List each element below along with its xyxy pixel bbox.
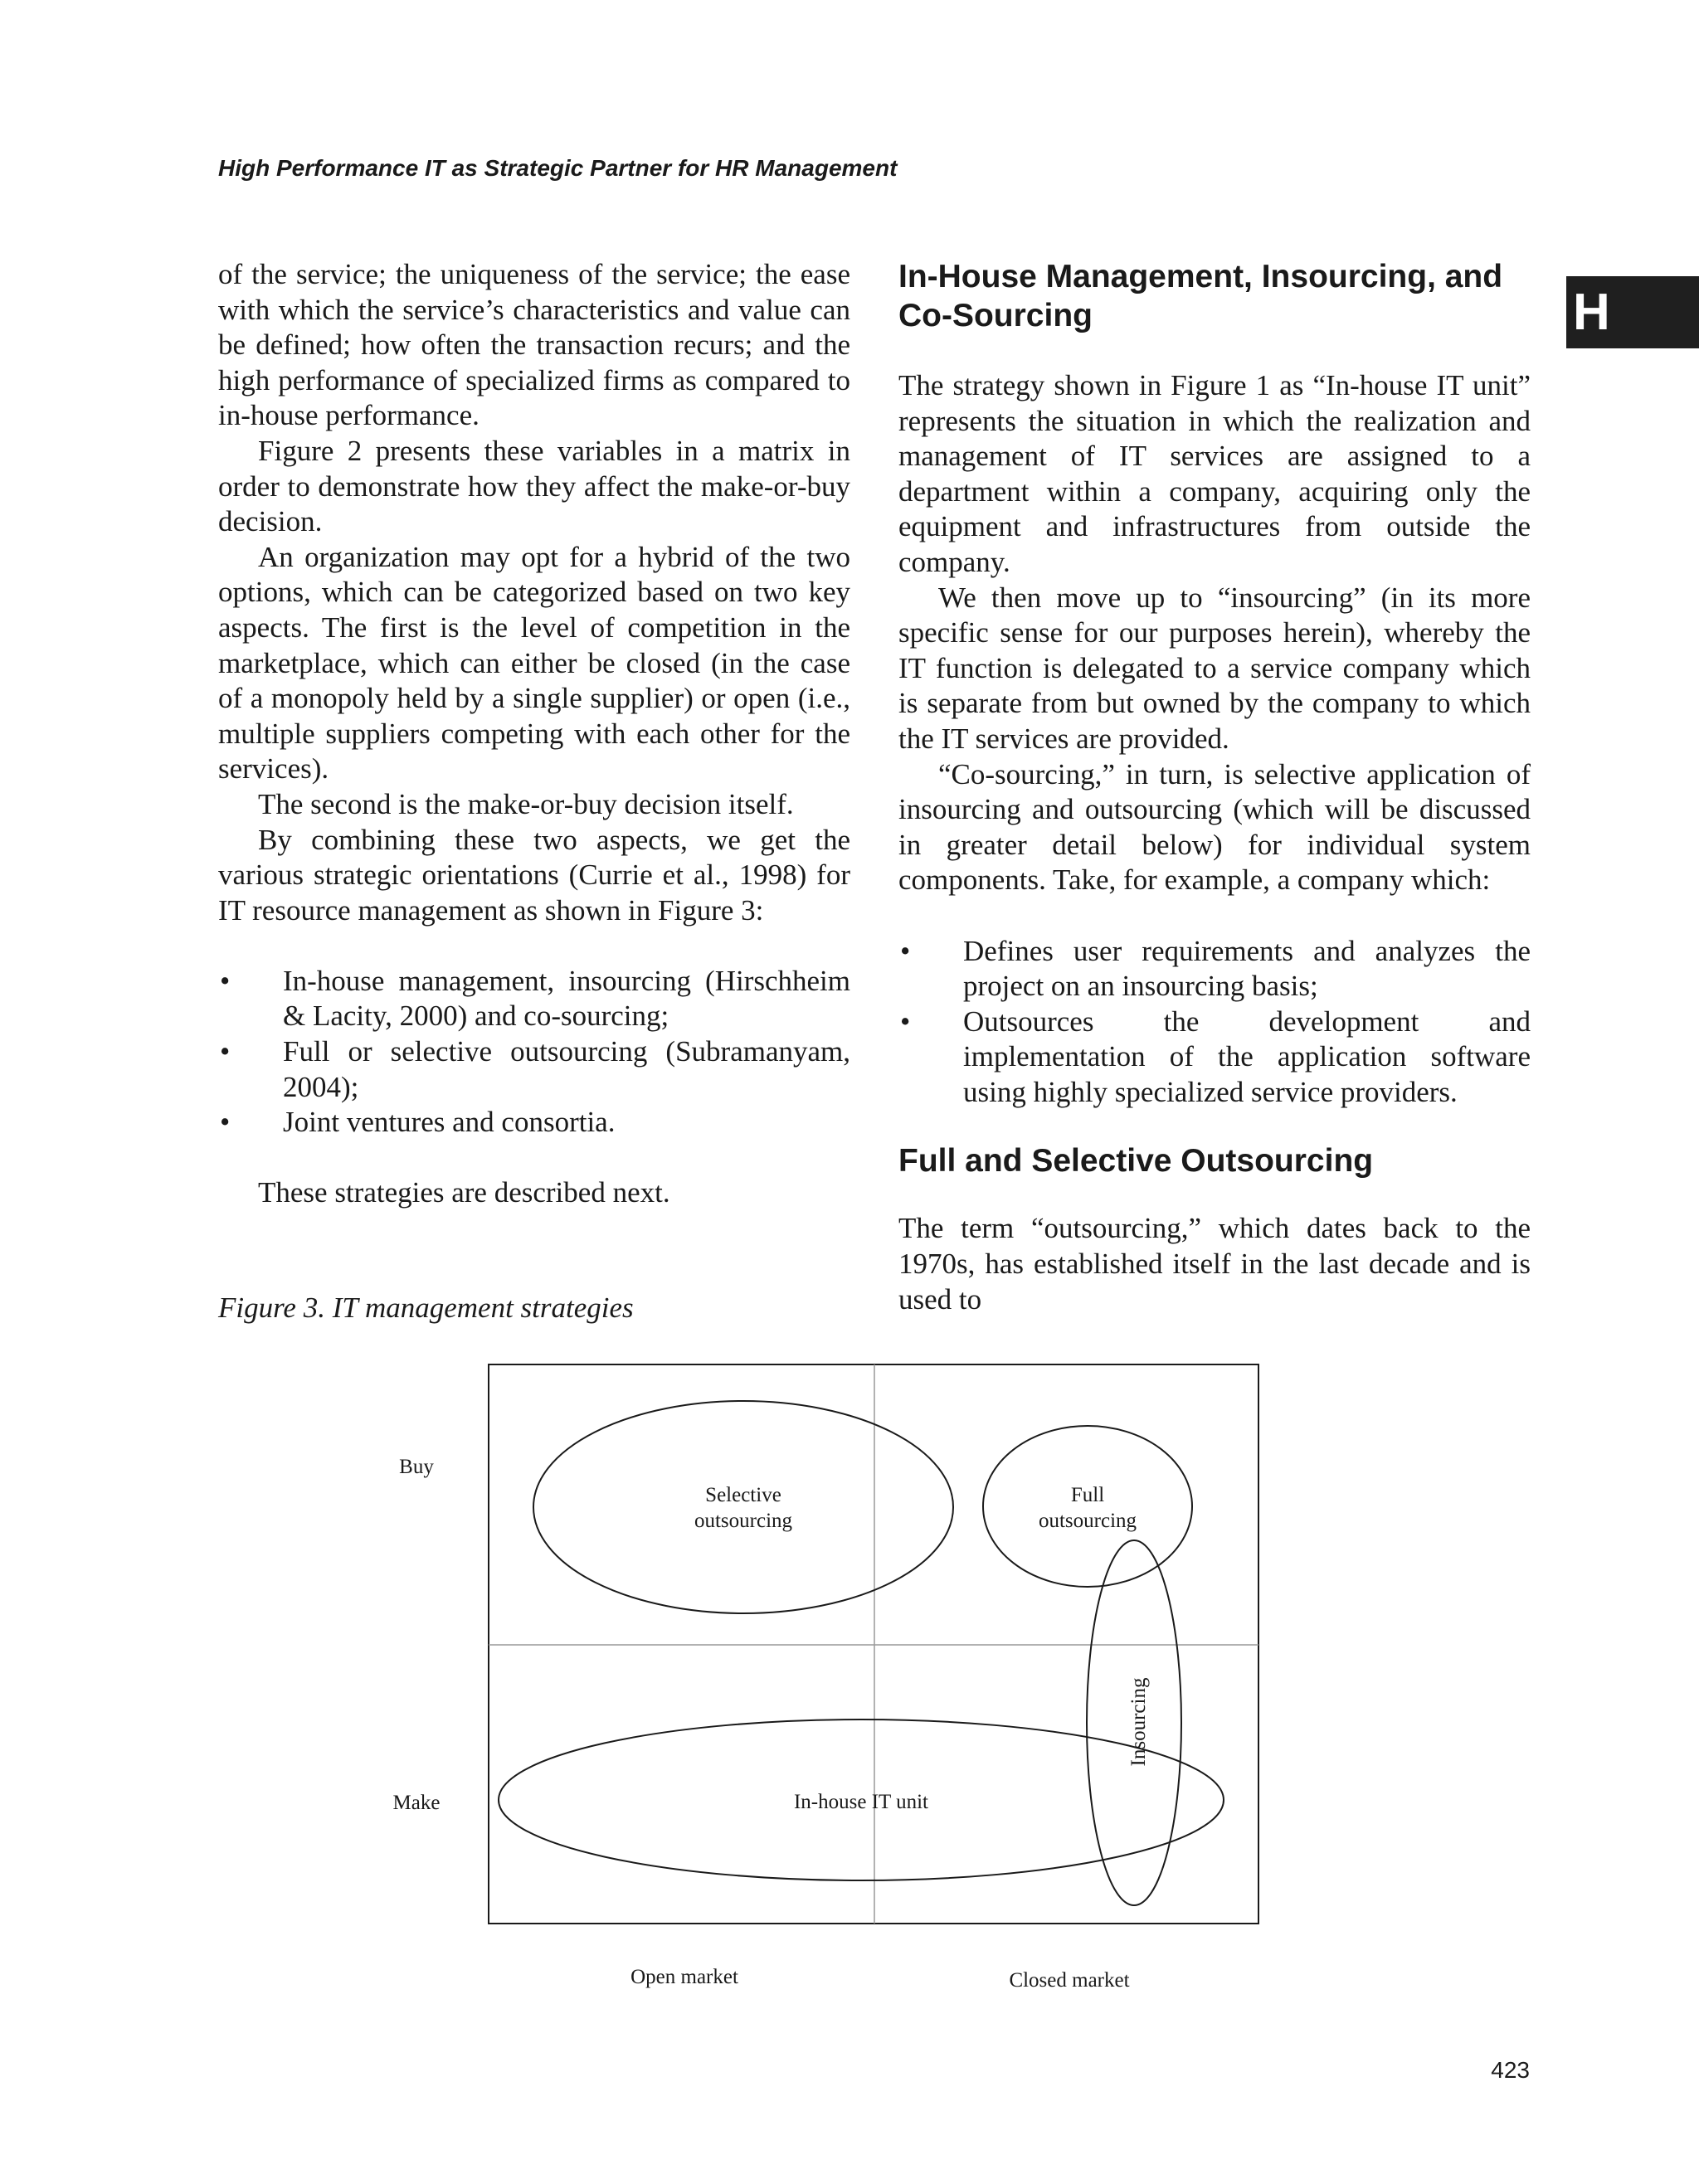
label-selective-outsourcing: outsourcing [694,1510,793,1532]
label-insourcing: Insourcing [1127,1677,1150,1767]
section-heading: In-House Management, Insourcing, and Co-Sourcing [898,259,1503,333]
label-inhouse: In-house IT unit [793,1791,929,1813]
label-selective: Selective [705,1484,781,1506]
paragraph: The strategy shown in Figure 1 as “In-house IT unit” represents the situation in which the realization and management of IT services are assigned to a department within a company, acquiring only the equipment and infrastructures from outside the company. [898,369,1531,578]
matrix-frame [489,1364,1258,1924]
paragraph: The term “outsourcing,” which dates back to the 1970s, has established itself in the last decade and is used to [898,1212,1531,1316]
paragraph: These strategies are described next. [258,1176,670,1209]
bullet-icon: • [900,934,911,967]
bullet-icon: • [220,1106,231,1139]
paragraph: of the service; the uniqueness of the service; the ease with which the service’s characteristics and value can be defined; how often the transaction recurs; and the high performance of specialized firms as compared to in-house performance. [218,258,850,432]
list-item: • Joint ventures and consortia. [218,1105,850,1141]
page-number: 423 [1491,2057,1530,2083]
bullet-icon: • [220,1035,231,1068]
bullet-icon: • [220,964,231,997]
paragraph: We then move up to “insourcing” (in its more specific sense for our purposes herein), whereby the IT function is delegated to a service company which is separate from but owned by the company to which the IT services are provided. [898,581,1531,755]
label-full: Full [1070,1484,1105,1506]
paragraph: An organization may opt for a hybrid of the two options, which can be categorized based on two key aspects. The first is the level of competition in the marketplace, which can either be closed (in the case of a monopoly held by a single supplier) or open (i.e., multiple suppliers competing with each other for the services). [218,540,850,786]
list-item: • Defines user requirements and analyzes the project on an insourcing basis; [900,934,1531,1003]
axis-label-open-market: Open market [630,1966,738,1988]
section-tab: H [1566,276,1699,348]
paragraph: Figure 2 presents these variables in a matrix in order to demonstrate how they affect the make-or-buy decision. [218,434,850,538]
full-outsourcing-region [983,1426,1192,1587]
list-item: • In-house management, insourcing (Hirschheim & Lacity, 2000) and co-sourcing; [220,964,850,1033]
axis-label-make: Make [392,1792,441,1814]
section-heading: Full and Selective Outsourcing [898,1143,1374,1180]
axis-label-buy: Buy [399,1456,434,1478]
selective-outsourcing-region [533,1401,953,1613]
figure-caption: Figure 3. IT management strategies [218,1291,634,1324]
axis-label-closed-market: Closed market [1009,1969,1130,1992]
paragraph: The second is the make-or-buy decision itself. [258,787,794,820]
paragraph: “Co-sourcing,” in turn, is selective application of insourcing and outsourcing (which will be discussed in greater detail below) for individual system components. Take, for example, a company which: [898,757,1531,897]
label-full-outsourcing: outsourcing [1038,1510,1137,1532]
list-item: • Full or selective outsourcing (Subramanyam, 2004); [220,1035,850,1103]
list-item: • Outsources the development and implementation of the application software using highly specialized service providers. [900,1004,1531,1108]
bullet-icon: • [900,1004,911,1038]
paragraph: By combining these two aspects, we get the various strategic orientations (Currie et al., 1998) for IT resource management as shown in Figure 3: [218,823,850,927]
running-header: High Performance IT as Strategic Partner for HR Management [218,155,898,181]
